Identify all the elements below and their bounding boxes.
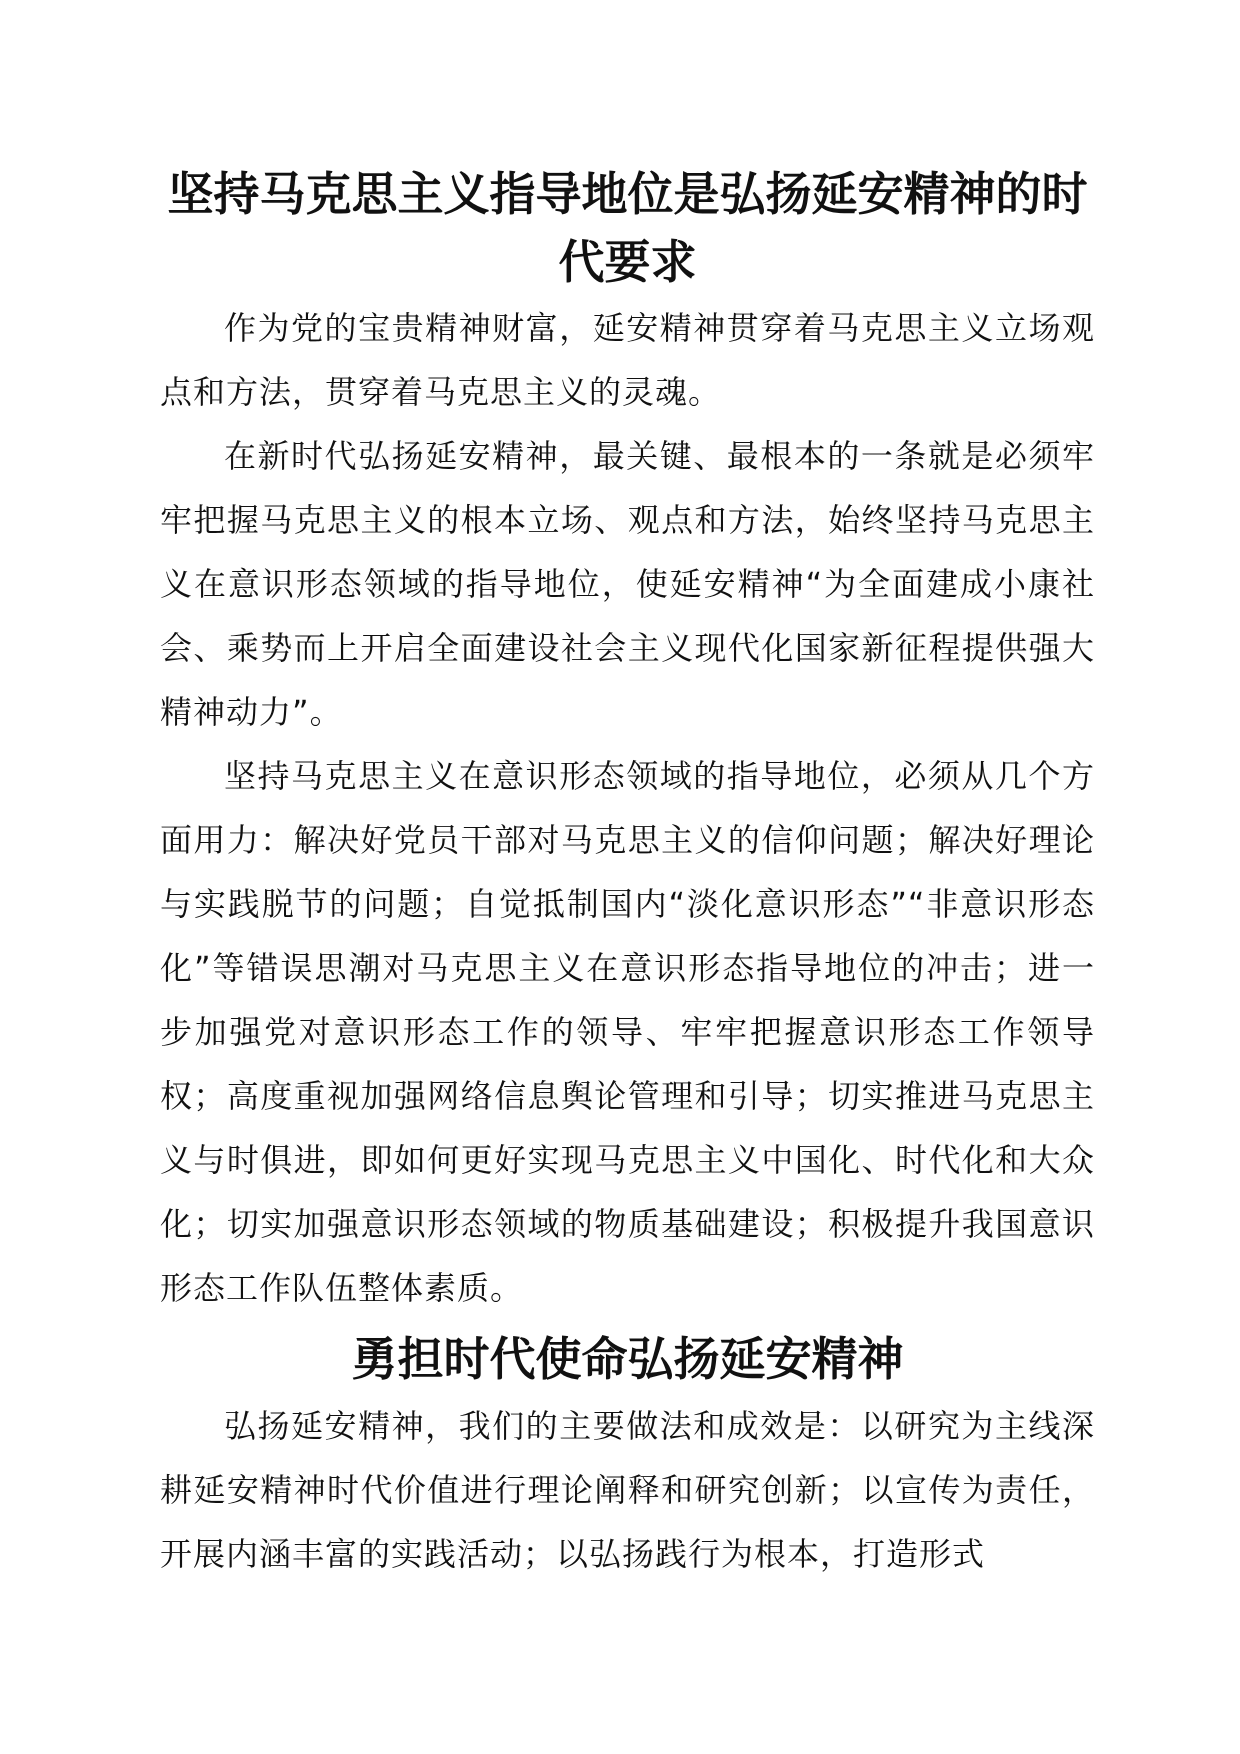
section-paragraph: 弘扬延安精神，我们的主要做法和成效是：以研究为主线深耕延安精神时代价值进行理论阐释和研究创新；以宣传为责任，开展内涵丰富的实践活动；以弘扬践行为根本，打造形式 <box>160 1407 1095 1573</box>
document-page <box>160 160 1095 1586</box>
title-line-2: 代要求 <box>558 235 697 289</box>
paragraph-2: 在新时代弘扬延安精神，最关键、最根本的一条就是必须牢牢把握马克思主义的根本立场、观点和方法，始终坚持马克思主义在意识形态领域的指导地位，使延安精神“为全面建成小康社会、乘势而上开启全面建设社会主义现代化国家新征程提供强大精神动力”。 <box>160 437 1095 731</box>
paragraph-1: 作为党的宝贵精神财富，延安精神贯穿着马克思主义立场观点和方法，贯穿着马克思主义的灵魂。 <box>160 309 1095 411</box>
document-title <box>160 160 1095 296</box>
paragraph-3: 坚持马克思主义在意识形态领域的指导地位，必须从几个方面用力：解决好党员干部对马克思主义的信仰问题；解决好理论与实践脱节的问题；自觉抵制国内“淡化意识形态”“非意识形态化”等错误思潮对马克思主义在意识形态指导地位的冲击；进一步加强党对意识形态工作的领导、牢牢把握意识形态工作领导权；高度重视加强网络信息舆论管理和引导；切实推进马克思主义与时俱进，即如何更好实现马克思主义中国化、时代化和大众化；切实加强意识形态领域的物质基础建设；积极提升我国意识形态工作队伍整体素质。 <box>160 757 1095 1307</box>
section-heading: 勇担时代使命弘扬延安精神 <box>351 1332 904 1386</box>
title-line-1: 坚持马克思主义指导地位是弘扬延安精神的时 <box>167 167 1088 221</box>
